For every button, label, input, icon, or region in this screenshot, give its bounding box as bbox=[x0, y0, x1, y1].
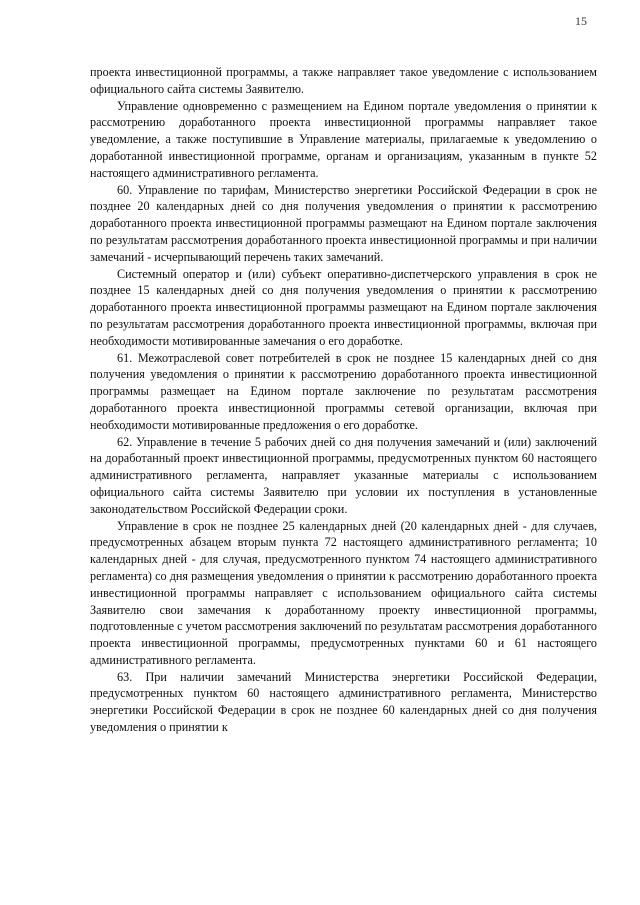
paragraph: Управление в срок не позднее 25 календарных дней (20 календарных дней - для случаев, предусмотренных абзацем вторым пункта 72 настоящего административного регламента; 10 календарных дней - для случая, предусмотренного пунктом 74 настоящего административного регламента) со дня размещения уведомления о принятии к рассмотрению доработанного проекта инвестиционной программы направляет с использованием официального сайта системы Заявителю свои замечания к доработанному проекту инвестиционной программы, подготовленные с учетом рассмотрения заключений по результатам рассмотрения доработанного проекта инвестиционной программы, предусмотренных пунктами 60 и 61 настоящего административного регламента. bbox=[90, 518, 597, 667]
document-body bbox=[90, 64, 597, 736]
paragraph-item-61: 61. Межотраслевой совет потребителей в срок не позднее 15 календарных дней со дня получения уведомления о принятии к рассмотрению доработанного проекта инвестиционной программы размещает на Едином портале заключение по результатам рассмотрения доработанного проекта инвестиционной программы сетевой организации, включая при необходимости мотивированные предложения о его доработке. bbox=[90, 350, 597, 432]
paragraph-item-62: 62. Управление в течение 5 рабочих дней со дня получения замечаний и (или) заключений на доработанный проект инвестиционной программы, предусмотренных пунктом 60 настоящего административного регламента, направляет указанные материалы с использованием официального сайта системы Заявителю при условии их поступления в установленные законодательством Российской Федерации сроки. bbox=[90, 434, 597, 516]
paragraph-item-60: 60. Управление по тарифам, Министерство энергетики Российской Федерации в срок не позднее 20 календарных дней со дня получения уведомления о принятии к рассмотрению доработанного проекта инвестиционной программы размещают на Едином портале заключения по результатам рассмотрения доработанного проекта инвестиционной программы и при наличии замечаний - исчерпывающий перечень таких замечаний. bbox=[90, 182, 597, 264]
paragraph: Системный оператор и (или) субъект оперативно-диспетчерского управления в срок не позднее 15 календарных дней со дня получения уведомления о принятии к рассмотрению доработанного проекта инвестиционной программы размещают на Едином портале заключения по результатам рассмотрения доработанного проекта инвестиционной программы, включая при необходимости мотивированные замечания о его доработке. bbox=[90, 266, 597, 348]
paragraph-continuation: проекта инвестиционной программы, а также направляет такое уведомление с использованием официального сайта системы Заявителю. bbox=[90, 65, 597, 96]
page-number: 15 bbox=[575, 14, 587, 28]
paragraph: Управление одновременно с размещением на Едином портале уведомления о принятии к рассмотрению доработанного проекта инвестиционной программы направляет такое уведомление, а также поступившие в Управление материалы, прилагаемые к уведомлению о доработанной инвестиционной программе, органам и организациям, указанным в пункте 52 настоящего административного регламента. bbox=[90, 98, 597, 180]
paragraph-item-63: 63. При наличии замечаний Министерства энергетики Российской Федерации, предусмотренных пунктом 60 настоящего административного регламента, Министерство энергетики Российской Федерации в срок не позднее 60 календарных дней со дня получения уведомления о принятии к bbox=[90, 669, 597, 735]
